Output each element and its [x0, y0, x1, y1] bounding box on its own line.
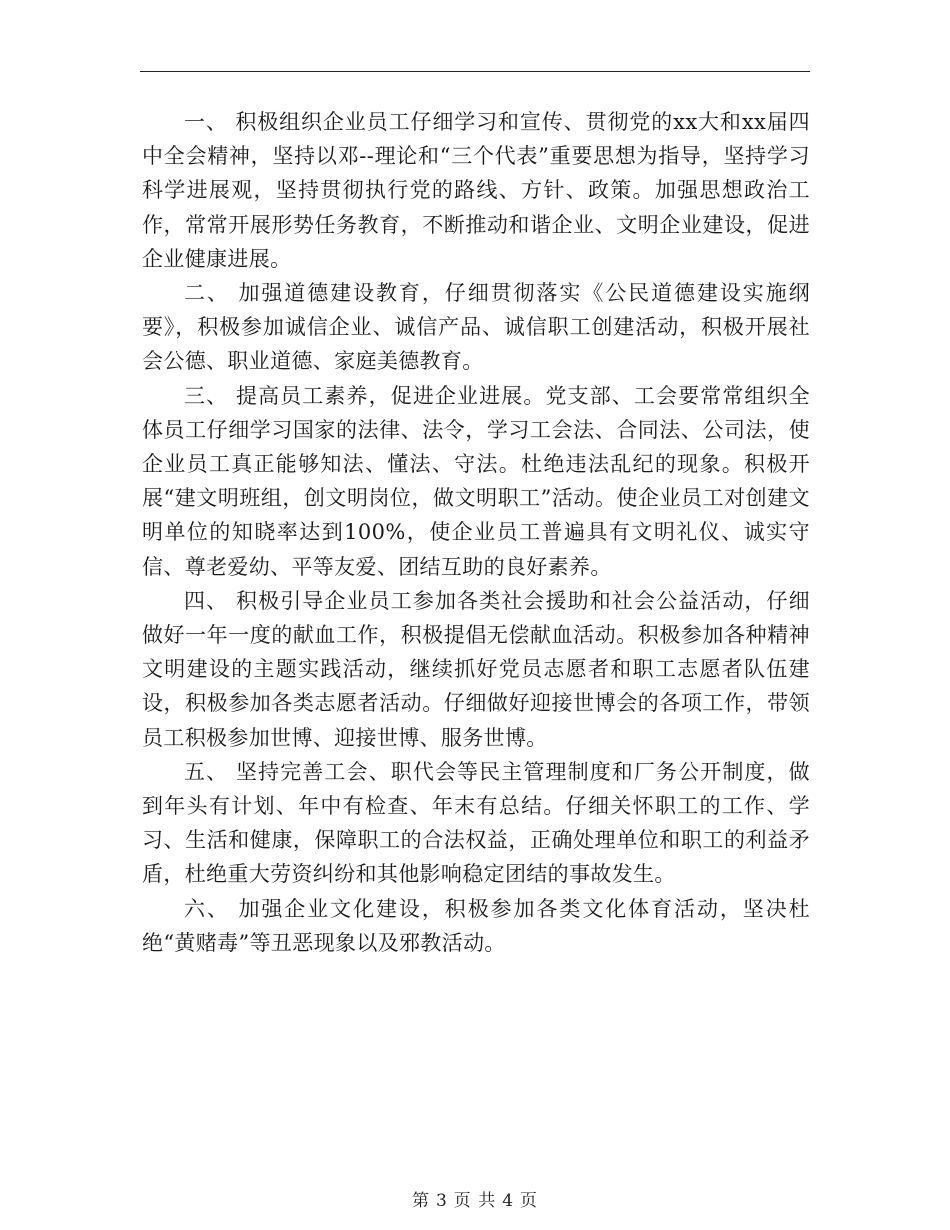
- paragraph-1: 一、 积极组织企业员工仔细学习和宣传、贯彻党的xx大和xx届四中全会精神，坚持以邓--理论和“三个代表”重要思想为指导，坚持学习科学进展观，坚持贯彻执行党的路线、方针、政策。加强思想政治工作，常常开展形势任务教育，不断推动和谐企业、文明企业建设，促进企业健康进展。: [142, 110, 810, 271]
- paragraph-2: 二、 加强道德建设教育，仔细贯彻落实《公民道德建设实施纲要》，积极参加诚信企业、诚信产品、诚信职工创建活动，积极开展社会公德、职业道德、家庭美德教育。: [142, 281, 810, 374]
- footer-page-number: 3: [435, 1191, 448, 1211]
- page-footer: [0, 1186, 950, 1211]
- footer-total-pages: 4: [502, 1191, 515, 1211]
- paragraph-4: 四、 积极引导企业员工参加各类社会援助和社会公益活动，仔细做好一年一度的献血工作，积极提倡无偿献血活动。积极参加各种精神文明建设的主题实践活动，继续抓好党员志愿者和职工志愿者队伍建设，积极参加各类志愿者活动。仔细做好迎接世博会的各项工作，带领员工积极参加世博、迎接世博、服务世博。: [142, 588, 810, 750]
- paragraph-6: 六、 加强企业文化建设，积极参加各类文化体育活动，坚决杜绝“黄赌毒”等丑恶现象以及邪教活动。: [142, 896, 810, 955]
- header-rule: [140, 71, 810, 72]
- paragraph-3: 三、 提高员工素养，促进企业进展。党支部、工会要常常组织全体员工仔细学习国家的法律、法令，学习工会法、合同法、公司法，使企业员工真正能够知法、懂法、守法。杜绝违法乱纪的现象。积极开展“建文明班组，创文明岗位，做文明职工”活动。使企业员工对创建文明单位的知晓率达到100%，使企业员工普遍具有文明礼仪、诚实守信、尊老爱幼、平等友爱、团结互助的良好素养。: [142, 383, 810, 579]
- footer-prefix: 第: [411, 1191, 430, 1211]
- document-body: [142, 105, 810, 960]
- footer-middle: 页 共: [453, 1191, 497, 1211]
- paragraph-5: 五、 坚持完善工会、职代会等民主管理制度和厂务公开制度，做到年头有计划、年中有检查、年末有总结。仔细关怀职工的工作、学习、生活和健康，保障职工的合法权益，正确处理单位和职工的利益矛盾，杜绝重大劳资纠纷和其他影响稳定团结的事故发生。: [142, 759, 810, 887]
- footer-suffix: 页: [520, 1191, 539, 1211]
